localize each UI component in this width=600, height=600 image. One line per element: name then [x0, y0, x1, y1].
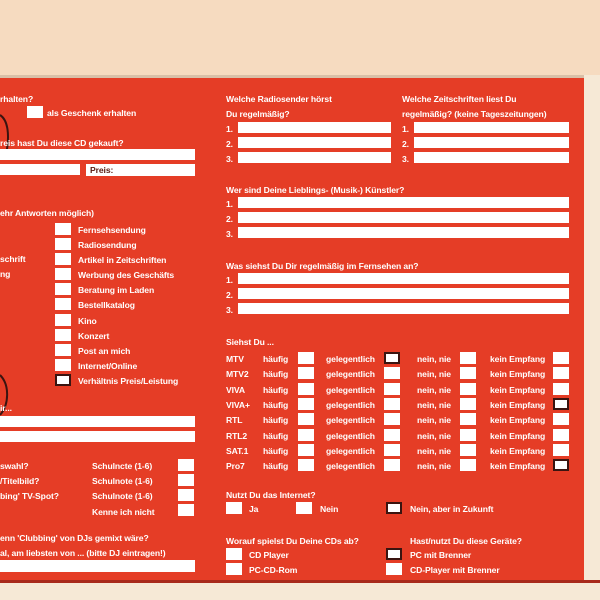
channel-frequency-checkbox[interactable]	[553, 459, 569, 471]
dir-field-1[interactable]	[0, 416, 195, 427]
channel-frequency-label: kein Empfang	[490, 461, 546, 471]
channel-frequency-checkbox[interactable]	[384, 383, 400, 395]
store-field[interactable]	[0, 149, 195, 160]
channel-frequency-label: häufig	[263, 354, 289, 364]
grade-side-label-2: /Titelbild?	[0, 476, 40, 486]
magazines-field-3[interactable]	[414, 152, 569, 163]
grade-box-2[interactable]	[178, 474, 194, 486]
channel-name: VIVA	[226, 385, 246, 395]
how-option-advice: Beratung im Laden	[78, 285, 155, 295]
channels-title: Siehst Du ...	[226, 337, 274, 347]
devices-cdburner-label: CD-Player mit Brenner	[410, 565, 500, 575]
channel-frequency-checkbox[interactable]	[298, 352, 314, 364]
grade-label-2: Schulnote (1-6)	[92, 476, 153, 486]
channel-frequency-checkbox[interactable]	[553, 444, 569, 456]
how-option-store-ad: Werbung des Geschäfts	[78, 270, 175, 280]
channel-frequency-label: gelegentlich	[326, 369, 375, 379]
channel-frequency-checkbox[interactable]	[384, 352, 400, 364]
channel-name: RTL2	[226, 431, 248, 441]
channel-frequency-checkbox[interactable]	[384, 429, 400, 441]
channel-frequency-label: häufig	[263, 446, 289, 456]
how-checkbox-catalog[interactable]	[55, 298, 71, 310]
channel-frequency-label: nein, nie	[417, 354, 451, 364]
channel-frequency-label: nein, nie	[417, 400, 451, 410]
how-checkbox-concert[interactable]	[55, 329, 71, 341]
channel-frequency-checkbox[interactable]	[553, 352, 569, 364]
channel-frequency-checkbox[interactable]	[298, 429, 314, 441]
tv-field-3[interactable]	[238, 303, 569, 314]
channel-frequency-checkbox[interactable]	[460, 383, 476, 395]
how-checkbox-store-ad[interactable]	[55, 268, 71, 280]
channel-frequency-checkbox[interactable]	[298, 398, 314, 410]
channel-name: Pro7	[226, 461, 245, 471]
paper-edge	[0, 75, 600, 78]
tv-num-2: 2.	[226, 290, 233, 300]
play-cdplayer-label: CD Player	[249, 550, 289, 560]
channel-frequency-label: häufig	[263, 400, 289, 410]
channel-frequency-label: gelegentlich	[326, 415, 375, 425]
how-checkbox-cinema[interactable]	[55, 314, 71, 326]
grade-label-1: Schulncte (1-6)	[92, 461, 153, 471]
paper-top-area	[0, 0, 600, 75]
radio-num-3: 3.	[226, 154, 233, 164]
dir-field-2[interactable]	[0, 431, 195, 442]
devices-pcburner-checkbox[interactable]	[386, 548, 402, 560]
radio-title-2: Du regelmäßig?	[226, 109, 290, 119]
tv-num-1: 1.	[226, 275, 233, 285]
channel-frequency-checkbox[interactable]	[298, 367, 314, 379]
grade-box-1[interactable]	[178, 459, 194, 471]
magazines-title-1: Welche Zeitschriften liest Du	[402, 94, 517, 104]
magazines-num-2: 2.	[402, 139, 409, 149]
dj-question-line2: al, am liebsten von ... (bitte DJ eintragen!)	[0, 548, 166, 558]
radio-num-1: 1.	[226, 124, 233, 134]
tv-num-3: 3.	[226, 305, 233, 315]
channel-frequency-label: häufig	[263, 461, 289, 471]
tv-title: Was siehst Du Dir regelmäßig im Fernsehen an?	[226, 261, 419, 271]
internet-title: Nutzt Du das Internet?	[226, 490, 316, 500]
grade-box-3[interactable]	[178, 489, 194, 501]
channel-frequency-checkbox[interactable]	[460, 413, 476, 425]
channel-frequency-checkbox[interactable]	[460, 459, 476, 471]
channel-name: VIVA+	[226, 400, 250, 410]
channel-frequency-label: gelegentlich	[326, 385, 375, 395]
how-option-tv: Fernsehsendung	[78, 225, 146, 235]
channel-frequency-label: kein Empfang	[490, 369, 546, 379]
price-aux-field[interactable]	[0, 164, 80, 175]
play-title: Worauf spielst Du Deine CDs ab?	[226, 536, 359, 546]
paper-right-edge	[584, 75, 600, 583]
channel-frequency-checkbox[interactable]	[384, 398, 400, 410]
magazines-title-2: regelmäßig? (keine Tageszeitungen)	[402, 109, 547, 119]
artists-field-1[interactable]	[238, 197, 569, 208]
how-checkbox-advice[interactable]	[55, 283, 71, 295]
artists-num-3: 3.	[226, 229, 233, 239]
grade-side-label-3: bing' TV-Spot?	[0, 491, 59, 501]
channel-name: RTL	[226, 415, 243, 425]
grade-side-label-1: swahl?	[0, 461, 29, 471]
how-checkbox-price[interactable]	[55, 374, 71, 386]
internet-future-checkbox[interactable]	[386, 502, 402, 514]
channel-frequency-checkbox[interactable]	[384, 459, 400, 471]
channel-frequency-checkbox[interactable]	[460, 367, 476, 379]
channel-frequency-label: nein, nie	[417, 415, 451, 425]
play-pccdrom-checkbox[interactable]	[226, 563, 242, 575]
how-option-radio: Radiosendung	[78, 240, 137, 250]
how-option-mail: Post an mich	[78, 346, 131, 356]
channel-frequency-checkbox[interactable]	[298, 459, 314, 471]
how-question: ehr Antworten möglich)	[0, 208, 94, 218]
gift-label: als Geschenk erhalten	[47, 108, 137, 118]
channel-frequency-label: häufig	[263, 431, 289, 441]
channel-frequency-label: kein Empfang	[490, 354, 546, 364]
channel-frequency-label: nein, nie	[417, 431, 451, 441]
devices-title: Hast/nutzt Du diese Geräte?	[410, 536, 522, 546]
channel-frequency-checkbox[interactable]	[460, 398, 476, 410]
paper-bottom-edge	[0, 583, 600, 600]
channel-frequency-checkbox[interactable]	[553, 398, 569, 410]
how-option-concert: Konzert	[78, 331, 110, 341]
channel-frequency-checkbox[interactable]	[384, 444, 400, 456]
channel-frequency-checkbox[interactable]	[460, 352, 476, 364]
internet-no-checkbox[interactable]	[296, 502, 312, 514]
channel-frequency-label: nein, nie	[417, 461, 451, 471]
price-label: Preis:	[90, 165, 114, 175]
internet-no-label: Nein	[320, 504, 339, 514]
how-option-magazine: Artikel in Zeitschriften	[78, 255, 167, 265]
channel-frequency-label: nein, nie	[417, 446, 451, 456]
channel-frequency-label: gelegentlich	[326, 446, 375, 456]
channel-frequency-checkbox[interactable]	[553, 383, 569, 395]
channel-frequency-checkbox[interactable]	[553, 429, 569, 441]
tv-field-2[interactable]	[238, 288, 569, 299]
tv-field-1[interactable]	[238, 273, 569, 284]
channel-name: MTV	[226, 354, 244, 364]
how-checkbox-tv[interactable]	[55, 223, 71, 235]
channel-frequency-label: gelegentlich	[326, 400, 375, 410]
gift-checkbox[interactable]	[27, 106, 43, 118]
devices-cdburner-checkbox[interactable]	[386, 563, 402, 575]
how-option-catalog: Bestellkatalog	[78, 300, 135, 310]
receive-question: rhalten?	[0, 94, 34, 104]
artists-field-2[interactable]	[238, 212, 569, 223]
grade-box-4[interactable]	[178, 504, 194, 516]
artists-field-3[interactable]	[238, 227, 569, 238]
radio-field-1[interactable]	[238, 122, 391, 133]
channel-frequency-checkbox[interactable]	[298, 383, 314, 395]
how-option-cinema: Kino	[78, 316, 97, 326]
channel-frequency-label: gelegentlich	[326, 461, 375, 471]
how-checkbox-magazine[interactable]	[55, 253, 71, 265]
devices-pcburner-label: PC mit Brenner	[410, 550, 472, 560]
internet-yes-checkbox[interactable]	[226, 502, 242, 514]
magazines-field-2[interactable]	[414, 137, 569, 148]
channel-frequency-label: kein Empfang	[490, 400, 546, 410]
channel-frequency-label: nein, nie	[417, 369, 451, 379]
play-pccdrom-label: PC-CD-Rom	[249, 565, 298, 575]
grade-label-3: Schulnote (1-6)	[92, 491, 153, 501]
radio-title-1: Welche Radiosender hörst	[226, 94, 332, 104]
radio-num-2: 2.	[226, 139, 233, 149]
channel-frequency-checkbox[interactable]	[553, 367, 569, 379]
magazines-field-1[interactable]	[414, 122, 569, 133]
internet-yes-label: Ja	[249, 504, 259, 514]
dj-question-line1: enn 'Clubbing' von DJs gemixt wäre?	[0, 533, 149, 543]
channel-frequency-checkbox[interactable]	[460, 444, 476, 456]
how-side-label-1: schrift	[0, 254, 26, 264]
internet-future-label: Nein, aber in Zukunft	[410, 504, 494, 514]
dir-question: ir...	[0, 403, 12, 413]
radio-field-2[interactable]	[238, 137, 391, 148]
how-side-label-2: ng	[0, 269, 11, 279]
channel-frequency-checkbox[interactable]	[298, 413, 314, 425]
how-checkbox-radio[interactable]	[55, 238, 71, 250]
artists-num-2: 2.	[226, 214, 233, 224]
artists-num-1: 1.	[226, 199, 233, 209]
channel-frequency-label: häufig	[263, 415, 289, 425]
channel-frequency-label: häufig	[263, 369, 289, 379]
channel-frequency-checkbox[interactable]	[298, 444, 314, 456]
price-question: reis hast Du diese CD gekauft?	[0, 138, 124, 148]
how-option-internet: Internet/Online	[78, 361, 138, 371]
channel-frequency-label: gelegentlich	[326, 354, 375, 364]
magazines-num-1: 1.	[402, 124, 409, 134]
how-checkbox-internet[interactable]	[55, 359, 71, 371]
channel-frequency-label: häufig	[263, 385, 289, 395]
channel-frequency-label: gelegentlich	[326, 431, 375, 441]
channel-frequency-checkbox[interactable]	[460, 429, 476, 441]
channel-frequency-label: kein Empfang	[490, 446, 546, 456]
dj-field[interactable]	[0, 560, 195, 572]
artists-title: Wer sind Deine Lieblings- (Musik-) Künstler?	[226, 185, 405, 195]
channel-name: MTV2	[226, 369, 249, 379]
channel-frequency-checkbox[interactable]	[384, 413, 400, 425]
grade-label-4: Kenne ich nicht	[92, 507, 155, 517]
play-cdplayer-checkbox[interactable]	[226, 548, 242, 560]
channel-frequency-label: nein, nie	[417, 385, 451, 395]
channel-frequency-label: kein Empfang	[490, 415, 546, 425]
channel-frequency-checkbox[interactable]	[384, 367, 400, 379]
channel-frequency-label: kein Empfang	[490, 385, 546, 395]
channel-frequency-checkbox[interactable]	[553, 413, 569, 425]
how-option-price: Verhältnis Preis/Leistung	[78, 376, 179, 386]
channel-name: SAT.1	[226, 446, 249, 456]
radio-field-3[interactable]	[238, 152, 391, 163]
magazines-num-3: 3.	[402, 154, 409, 164]
channel-frequency-label: kein Empfang	[490, 431, 546, 441]
how-checkbox-mail[interactable]	[55, 344, 71, 356]
